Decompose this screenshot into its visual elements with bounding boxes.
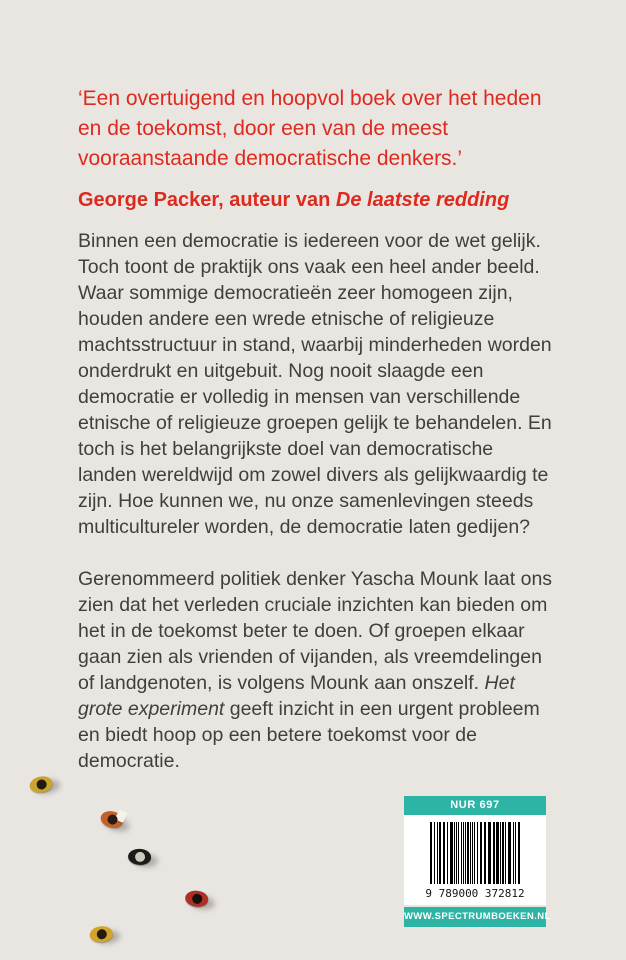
person-head	[135, 852, 145, 862]
nur-label: NUR 697	[404, 796, 546, 815]
person-head	[36, 779, 48, 791]
person-body	[128, 849, 152, 866]
book-title-mention: Het grote experiment	[78, 672, 515, 720]
person-body	[184, 890, 209, 908]
barcode-bars	[412, 822, 538, 884]
review-quote	[78, 84, 560, 213]
person-shadow	[134, 854, 158, 868]
person-body	[99, 809, 125, 830]
quote-attribution	[78, 187, 560, 213]
person-shadow	[190, 895, 215, 910]
person-head	[106, 814, 118, 826]
person-top-view	[179, 883, 218, 919]
blurb-paragraph-2-text-end: geeft inzicht in een urgent probleem en biedt hoop op een betere toekomst voor de democratie.	[78, 698, 540, 772]
isbn-number: 9 789000 372812	[425, 887, 525, 900]
person-held-paper	[115, 809, 128, 823]
person-body	[28, 774, 54, 794]
person-head	[96, 929, 107, 940]
person-top-view	[84, 918, 123, 954]
person-top-view	[93, 802, 136, 842]
person-top-view	[123, 842, 160, 875]
blurb-paragraph-2	[78, 566, 556, 774]
person-shadow	[35, 778, 61, 796]
barcode-block	[404, 796, 551, 927]
blurb-paragraph-1: Binnen een democratie is iedereen voor de wet gelijk. Toch toont de praktijk ons vaak een heel ander beeld. Waar sommige democratieën zeer homogeen zijn, houden andere een wrede etnische of religieuze machtsstructuur in stand, waarbij minderheden worden onderdrukt en uitgebuit. Nog nooit slaagde een democratie er volledig in mensen van verschillende etnische of religieuze groepen gelijk te behandelen. En toch is het belangrijkste doel van democratische landen wereldwijd om zowel divers als gelijkwaardig te zijn. Hoe kunnen we, nu onze samenlevingen steeds multicultureler worden, de democratie laten gedijen?	[78, 230, 552, 538]
quote-text: ‘Een overtuigend en hoopvol boek over het heden en de toekomst, door een van de meest vooraanstaande democratische denkers.’	[78, 87, 542, 170]
person-body	[89, 925, 114, 943]
blurb-paragraph-2-text: Gerenommeerd politiek denker Yascha Mounk laat ons zien dat het verleden cruciale inzichten kan bieden om het in de toekomst beter te doen. Of groepen elkaar gaan zien als vrienden of vijanden, als vreemdelingen of landgenoten, is volgens Mounk aan onszelf.	[78, 568, 553, 694]
back-cover-copy	[78, 228, 556, 774]
person-head	[192, 893, 203, 904]
person-top-view	[23, 767, 65, 806]
quote-attribution-book-title: De laatste redding	[335, 189, 510, 211]
person-shadow	[104, 815, 130, 833]
quote-attribution-prefix: George Packer, auteur van	[78, 189, 336, 211]
publisher-website: WWW.SPECTRUMBOEKEN.NL	[404, 907, 546, 927]
barcode-area	[404, 815, 546, 905]
person-shadow	[96, 929, 121, 944]
